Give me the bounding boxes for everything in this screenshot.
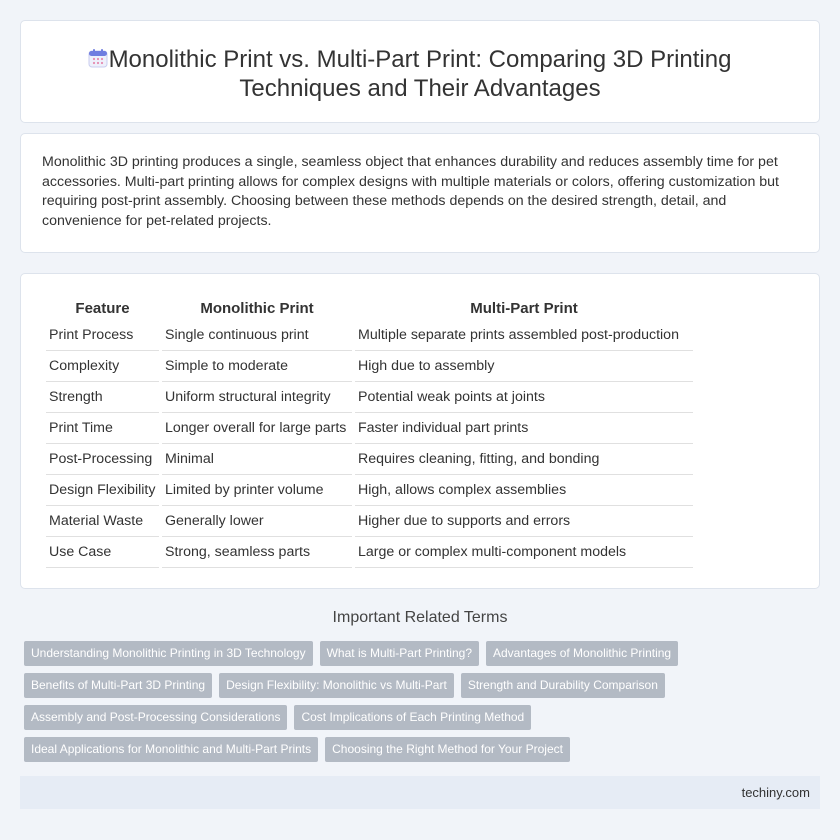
table-row bbox=[46, 382, 693, 413]
page-title bbox=[21, 45, 819, 103]
related-term-tag[interactable]: Ideal Applications for Monolithic and Multi-Part Prints bbox=[24, 737, 318, 762]
table-header-row bbox=[46, 296, 693, 320]
related-term-tag[interactable]: What is Multi-Part Printing? bbox=[320, 641, 479, 666]
intro-card bbox=[20, 133, 820, 253]
table-row bbox=[46, 413, 693, 444]
table-row bbox=[46, 506, 693, 537]
table-cell: Print Process bbox=[46, 320, 159, 351]
table-cell: Minimal bbox=[162, 444, 352, 475]
tag-row bbox=[24, 673, 824, 698]
table-cell: Print Time bbox=[46, 413, 159, 444]
related-terms-title: Important Related Terms bbox=[332, 609, 508, 626]
table-cell: High due to assembly bbox=[355, 351, 693, 382]
table-cell: Material Waste bbox=[46, 506, 159, 537]
footer bbox=[20, 776, 820, 809]
tag-row bbox=[24, 641, 824, 666]
table-cell: Post-Processing bbox=[46, 444, 159, 475]
table-cell: Large or complex multi-component models bbox=[355, 537, 693, 568]
related-term-tag[interactable]: Design Flexibility: Monolithic vs Multi-Part bbox=[219, 673, 454, 698]
footer-site-link[interactable]: techiny.com bbox=[741, 785, 810, 800]
table-cell: Simple to moderate bbox=[162, 351, 352, 382]
table-row bbox=[46, 537, 693, 568]
related-term-tag[interactable]: Cost Implications of Each Printing Method bbox=[294, 705, 531, 730]
header-multi-part: Multi-Part Print bbox=[470, 299, 578, 317]
table-cell: Design Flexibility bbox=[46, 475, 159, 506]
related-term-tag[interactable]: Choosing the Right Method for Your Project bbox=[325, 737, 570, 762]
table-cell: Potential weak points at joints bbox=[355, 382, 693, 413]
table-cell: High, allows complex assemblies bbox=[355, 475, 693, 506]
header-monolithic: Monolithic Print bbox=[200, 299, 314, 317]
table-cell: Strong, seamless parts bbox=[162, 537, 352, 568]
page-title-line-2: Techniques and Their Advantages bbox=[239, 75, 601, 102]
table-row bbox=[46, 444, 693, 475]
related-term-tag[interactable]: Understanding Monolithic Printing in 3D Technology bbox=[24, 641, 313, 666]
table-row bbox=[46, 320, 693, 351]
table-cell: Requires cleaning, fitting, and bonding bbox=[355, 444, 693, 475]
tag-row bbox=[24, 737, 824, 762]
table-cell: Multiple separate prints assembled post-production bbox=[355, 320, 693, 351]
table-cell: Single continuous print bbox=[162, 320, 352, 351]
intro-text: Monolithic 3D printing produces a single, seamless object that enhances durability and reduces assembly time for pet accessories. Multi-part printing allows for complex designs with multiple materials or colors, offering customization but requiring post-print assembly. Choosing between these methods depends on the desired strength, detail, and convenience for pet-related projects. bbox=[42, 154, 780, 229]
table-cell: Generally lower bbox=[162, 506, 352, 537]
related-term-tag[interactable]: Benefits of Multi-Part 3D Printing bbox=[24, 673, 212, 698]
comparison-table-card bbox=[20, 273, 820, 589]
table-cell: Strength bbox=[46, 382, 159, 413]
table-row bbox=[46, 475, 693, 506]
comparison-table bbox=[43, 296, 696, 568]
tag-row bbox=[24, 705, 824, 730]
related-terms-list bbox=[24, 641, 824, 769]
table-cell: Higher due to supports and errors bbox=[355, 506, 693, 537]
table-cell: Complexity bbox=[46, 351, 159, 382]
header-card bbox=[20, 20, 820, 123]
related-term-tag[interactable]: Assembly and Post-Processing Considerations bbox=[24, 705, 287, 730]
related-term-tag[interactable]: Advantages of Monolithic Printing bbox=[486, 641, 678, 666]
table-row bbox=[46, 351, 693, 382]
table-cell: Longer overall for large parts bbox=[162, 413, 352, 444]
table-cell: Faster individual part prints bbox=[355, 413, 693, 444]
header-feature: Feature bbox=[75, 299, 130, 317]
page-title-line-1: Monolithic Print vs. Multi-Part Print: Comparing 3D Printing bbox=[108, 46, 732, 73]
table-cell: Uniform structural integrity bbox=[162, 382, 352, 413]
table-cell: Limited by printer volume bbox=[162, 475, 352, 506]
related-term-tag[interactable]: Strength and Durability Comparison bbox=[461, 673, 665, 698]
table-cell: Use Case bbox=[46, 537, 159, 568]
